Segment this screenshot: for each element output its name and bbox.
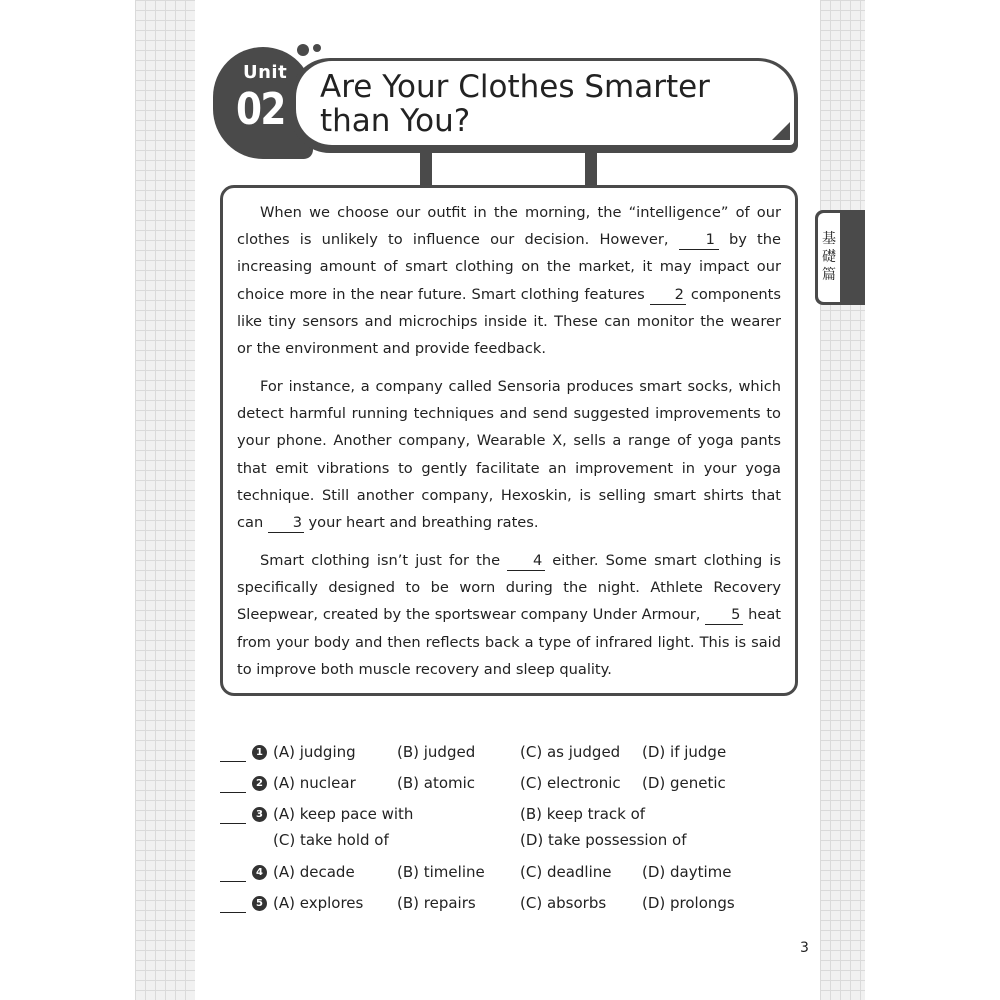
option-4c: (C) deadline [520, 863, 612, 881]
blank-1: 1 [679, 231, 719, 250]
option-3a: (A) keep pace with [273, 805, 414, 823]
option-1b: (B) judged [397, 743, 476, 761]
blank-2: 2 [650, 286, 686, 305]
option-3c: (C) take hold of [273, 831, 389, 849]
page-number: 3 [800, 940, 809, 956]
unit-title: Are Your Clothes Smarter than You? [320, 69, 710, 139]
passage-text: When we choose our outfit in the morning, the “intelligence” of our clothes is unlikely to influence our decision. However, [237, 204, 781, 249]
passage-text: either. Some smart clothing is specifically designed to be worn during the night. Athlete Recovery Sleepwear, created by the sportswear company Under Armour, [237, 552, 781, 624]
answer-line-5[interactable] [220, 912, 246, 913]
question-number-4: 4 [252, 865, 267, 880]
grid-margin-left [135, 0, 195, 1000]
passage-text: components like tiny sensors and microchips inside it. These can monitor the wearer or the environment and provide feedback. [237, 285, 782, 358]
title-connector [420, 152, 432, 187]
option-4a: (A) decade [273, 863, 355, 881]
option-5c: (C) absorbs [520, 894, 607, 912]
question-number-3: 3 [252, 807, 267, 822]
option-1a: (A) judging [273, 743, 356, 761]
passage-text: by the increasing amount of smart clothing on the market, it may impact our choice more in the near future. Smart clothing features [237, 231, 781, 303]
passage-text: heat from your body and then reflects back a type of infrared light. This is said to improve both muscle recovery and sleep quality. [237, 606, 781, 678]
unit-number: 02 [236, 84, 285, 135]
option-5a: (A) explores [273, 894, 364, 912]
option-1c: (C) as judged [520, 743, 621, 761]
question-number-1: 1 [252, 745, 267, 760]
option-5d: (D) prolongs [642, 894, 735, 912]
option-1d: (D) if judge [642, 743, 727, 761]
section-tab-label: 基礎篇 [822, 231, 836, 283]
blank-4: 4 [507, 552, 545, 571]
unit-label: Unit [243, 62, 288, 83]
option-2d: (D) genetic [642, 774, 726, 792]
passage-text: For instance, a company called Sensoria produces smart socks, which detect harmful running techniques and send suggested improvements to your phone. Another company, Wearable X, sells a range of yoga pants that emit vibrations to gently facilitate an improvement in your yoga technique. Still another company, Hexoskin, is selling smart shirts that can [237, 378, 781, 532]
option-2a: (A) nuclear [273, 774, 356, 792]
decor-dot [313, 44, 321, 52]
decor-dot [297, 44, 309, 56]
option-3b: (B) keep track of [520, 805, 646, 823]
passage-paragraph-2 [237, 373, 781, 536]
answer-line-4[interactable] [220, 881, 246, 882]
passage-paragraph-3 [237, 547, 781, 683]
blank-5: 5 [705, 606, 743, 625]
passage-text: your heart and breathing rates. [308, 514, 539, 532]
option-4b: (B) timeline [397, 863, 485, 881]
answer-line-2[interactable] [220, 792, 246, 793]
question-number-5: 5 [252, 896, 267, 911]
option-2b: (B) atomic [397, 774, 476, 792]
passage-paragraph-1 [237, 199, 781, 362]
option-5b: (B) repairs [397, 894, 476, 912]
blank-3: 3 [268, 514, 304, 533]
answer-line-3[interactable] [220, 823, 246, 824]
answer-line-1[interactable] [220, 761, 246, 762]
question-number-2: 2 [252, 776, 267, 791]
passage-text: Smart clothing isn’t just for the [260, 552, 501, 569]
title-connector [585, 152, 597, 187]
grid-margin-right [820, 0, 865, 1000]
option-2c: (C) electronic [520, 774, 621, 792]
option-4d: (D) daytime [642, 863, 732, 881]
option-3d: (D) take possession of [520, 831, 687, 849]
